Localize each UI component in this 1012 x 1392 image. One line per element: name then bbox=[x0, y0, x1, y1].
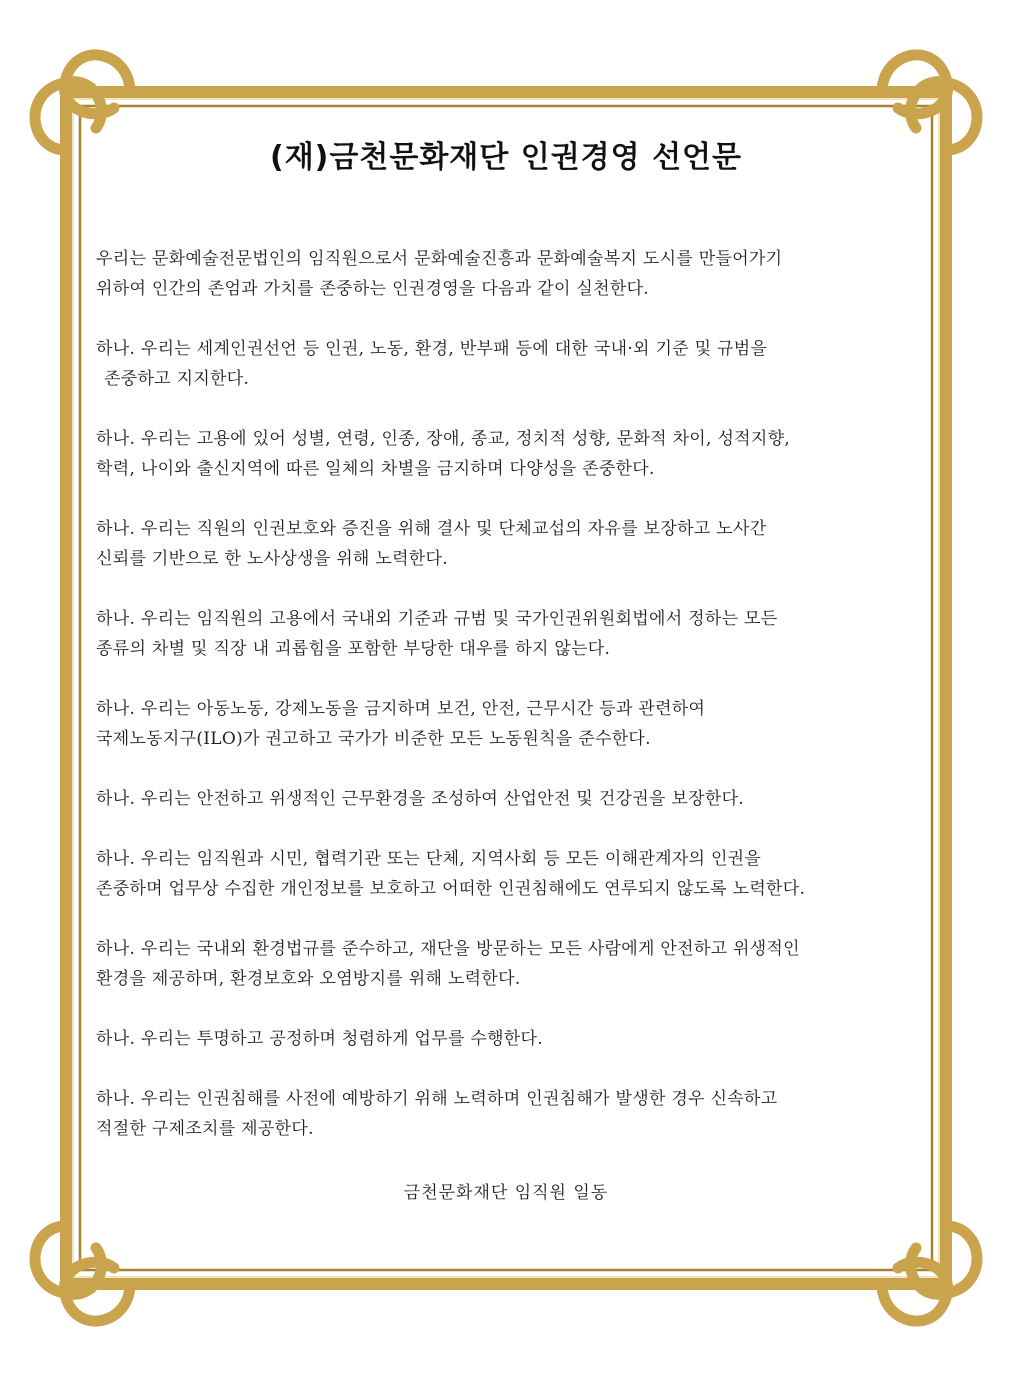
paragraph-line: 존중하고 지지한다. bbox=[104, 369, 250, 389]
paragraph-line: 하나. 우리는 임직원과 시민, 협력기관 또는 단체, 지역사회 등 모든 이해관계자의 인권을 bbox=[96, 849, 762, 869]
pledge-paragraph-8 bbox=[96, 934, 930, 994]
pledge-paragraph-1 bbox=[96, 334, 930, 394]
paragraph-line: 환경을 제공하며, 환경보호와 오염방지를 위해 노력한다. bbox=[96, 969, 521, 989]
pledge-paragraph-2 bbox=[96, 424, 930, 484]
intro-paragraph bbox=[96, 244, 930, 304]
paragraph-line: 하나. 우리는 안전하고 위생적인 근무환경을 조성하여 산업안전 및 건강권을 보장한다. bbox=[96, 789, 745, 809]
paragraph-line: 적절한 구제조치를 제공한다. bbox=[96, 1119, 314, 1139]
pledge-paragraph-4 bbox=[96, 604, 930, 664]
paragraph-line: 하나. 우리는 국내외 환경법규를 준수하고, 재단을 방문하는 모든 사람에게 안전하고 위생적인 bbox=[96, 939, 800, 959]
pledge-paragraph-7 bbox=[96, 844, 930, 904]
corner-ornament-bottom-right bbox=[882, 1226, 977, 1321]
pledge-paragraph-5 bbox=[96, 694, 930, 754]
paragraph-line: 하나. 우리는 아동노동, 강제노동을 금지하며 보건, 안전, 근무시간 등과 관련하여 bbox=[96, 699, 706, 719]
document-title: (재)금천문화재단 인권경영 선언문 bbox=[269, 140, 743, 175]
paragraph-line: 종류의 차별 및 직장 내 괴롭힘을 포함한 부당한 대우를 하지 않는다. bbox=[96, 639, 611, 659]
paragraph-line: 위하여 인간의 존엄과 가치를 존중하는 인권경영을 다음과 같이 실천한다. bbox=[96, 279, 649, 299]
paragraph-line: 하나. 우리는 투명하고 공정하며 청렴하게 업무를 수행한다. bbox=[96, 1029, 543, 1049]
paragraph-line: 하나. 우리는 직원의 인권보호와 증진을 위해 결사 및 단체교섭의 자유를 보장하고 노사간 bbox=[96, 519, 767, 539]
pledge-paragraph-9 bbox=[96, 1024, 930, 1054]
paragraph-line: 하나. 우리는 고용에 있어 성별, 연령, 인종, 장애, 종교, 정치적 성향, 문화적 차이, 성적지향, bbox=[96, 429, 791, 449]
paragraph-line: 국제노동지구(ILO)가 권고하고 국가가 비준한 모든 노동원칙을 준수한다. bbox=[96, 729, 651, 749]
corner-ornament-bottom-left bbox=[35, 1226, 130, 1321]
paragraph-line: 신뢰를 기반으로 한 노사상생을 위해 노력한다. bbox=[96, 549, 448, 569]
paragraph-line: 하나. 우리는 임직원의 고용에서 국내외 기준과 규범 및 국가인권위원회법에서 정하는 모든 bbox=[96, 609, 778, 629]
paragraph-line: 하나. 우리는 세계인권선언 등 인권, 노동, 환경, 반부패 등에 대한 국내·외 기준 및 규범을 bbox=[96, 339, 768, 359]
paragraph-line: 학력, 나이와 출신지역에 따른 일체의 차별을 금지하며 다양성을 존중한다. bbox=[96, 459, 655, 479]
pledge-paragraph-6 bbox=[96, 784, 930, 814]
paragraph-line: 존중하며 업무상 수집한 개인정보를 보호하고 어떠한 인권침해에도 연루되지 않도록 노력한다. bbox=[96, 879, 806, 899]
declaration-body bbox=[96, 244, 930, 1174]
pledge-paragraph-3 bbox=[96, 514, 930, 574]
paragraph-line: 하나. 우리는 인권침해를 사전에 예방하기 위해 노력하며 인권침해가 발생한 경우 신속하고 bbox=[96, 1089, 778, 1109]
pledge-paragraph-10 bbox=[96, 1084, 930, 1144]
paragraph-line: 우리는 문화예술전문법인의 임직원으로서 문화예술진흥과 문화예술복지 도시를 만들어가기 bbox=[96, 249, 783, 269]
signature-line: 금천문화재단 임직원 일동 bbox=[403, 1183, 609, 1203]
